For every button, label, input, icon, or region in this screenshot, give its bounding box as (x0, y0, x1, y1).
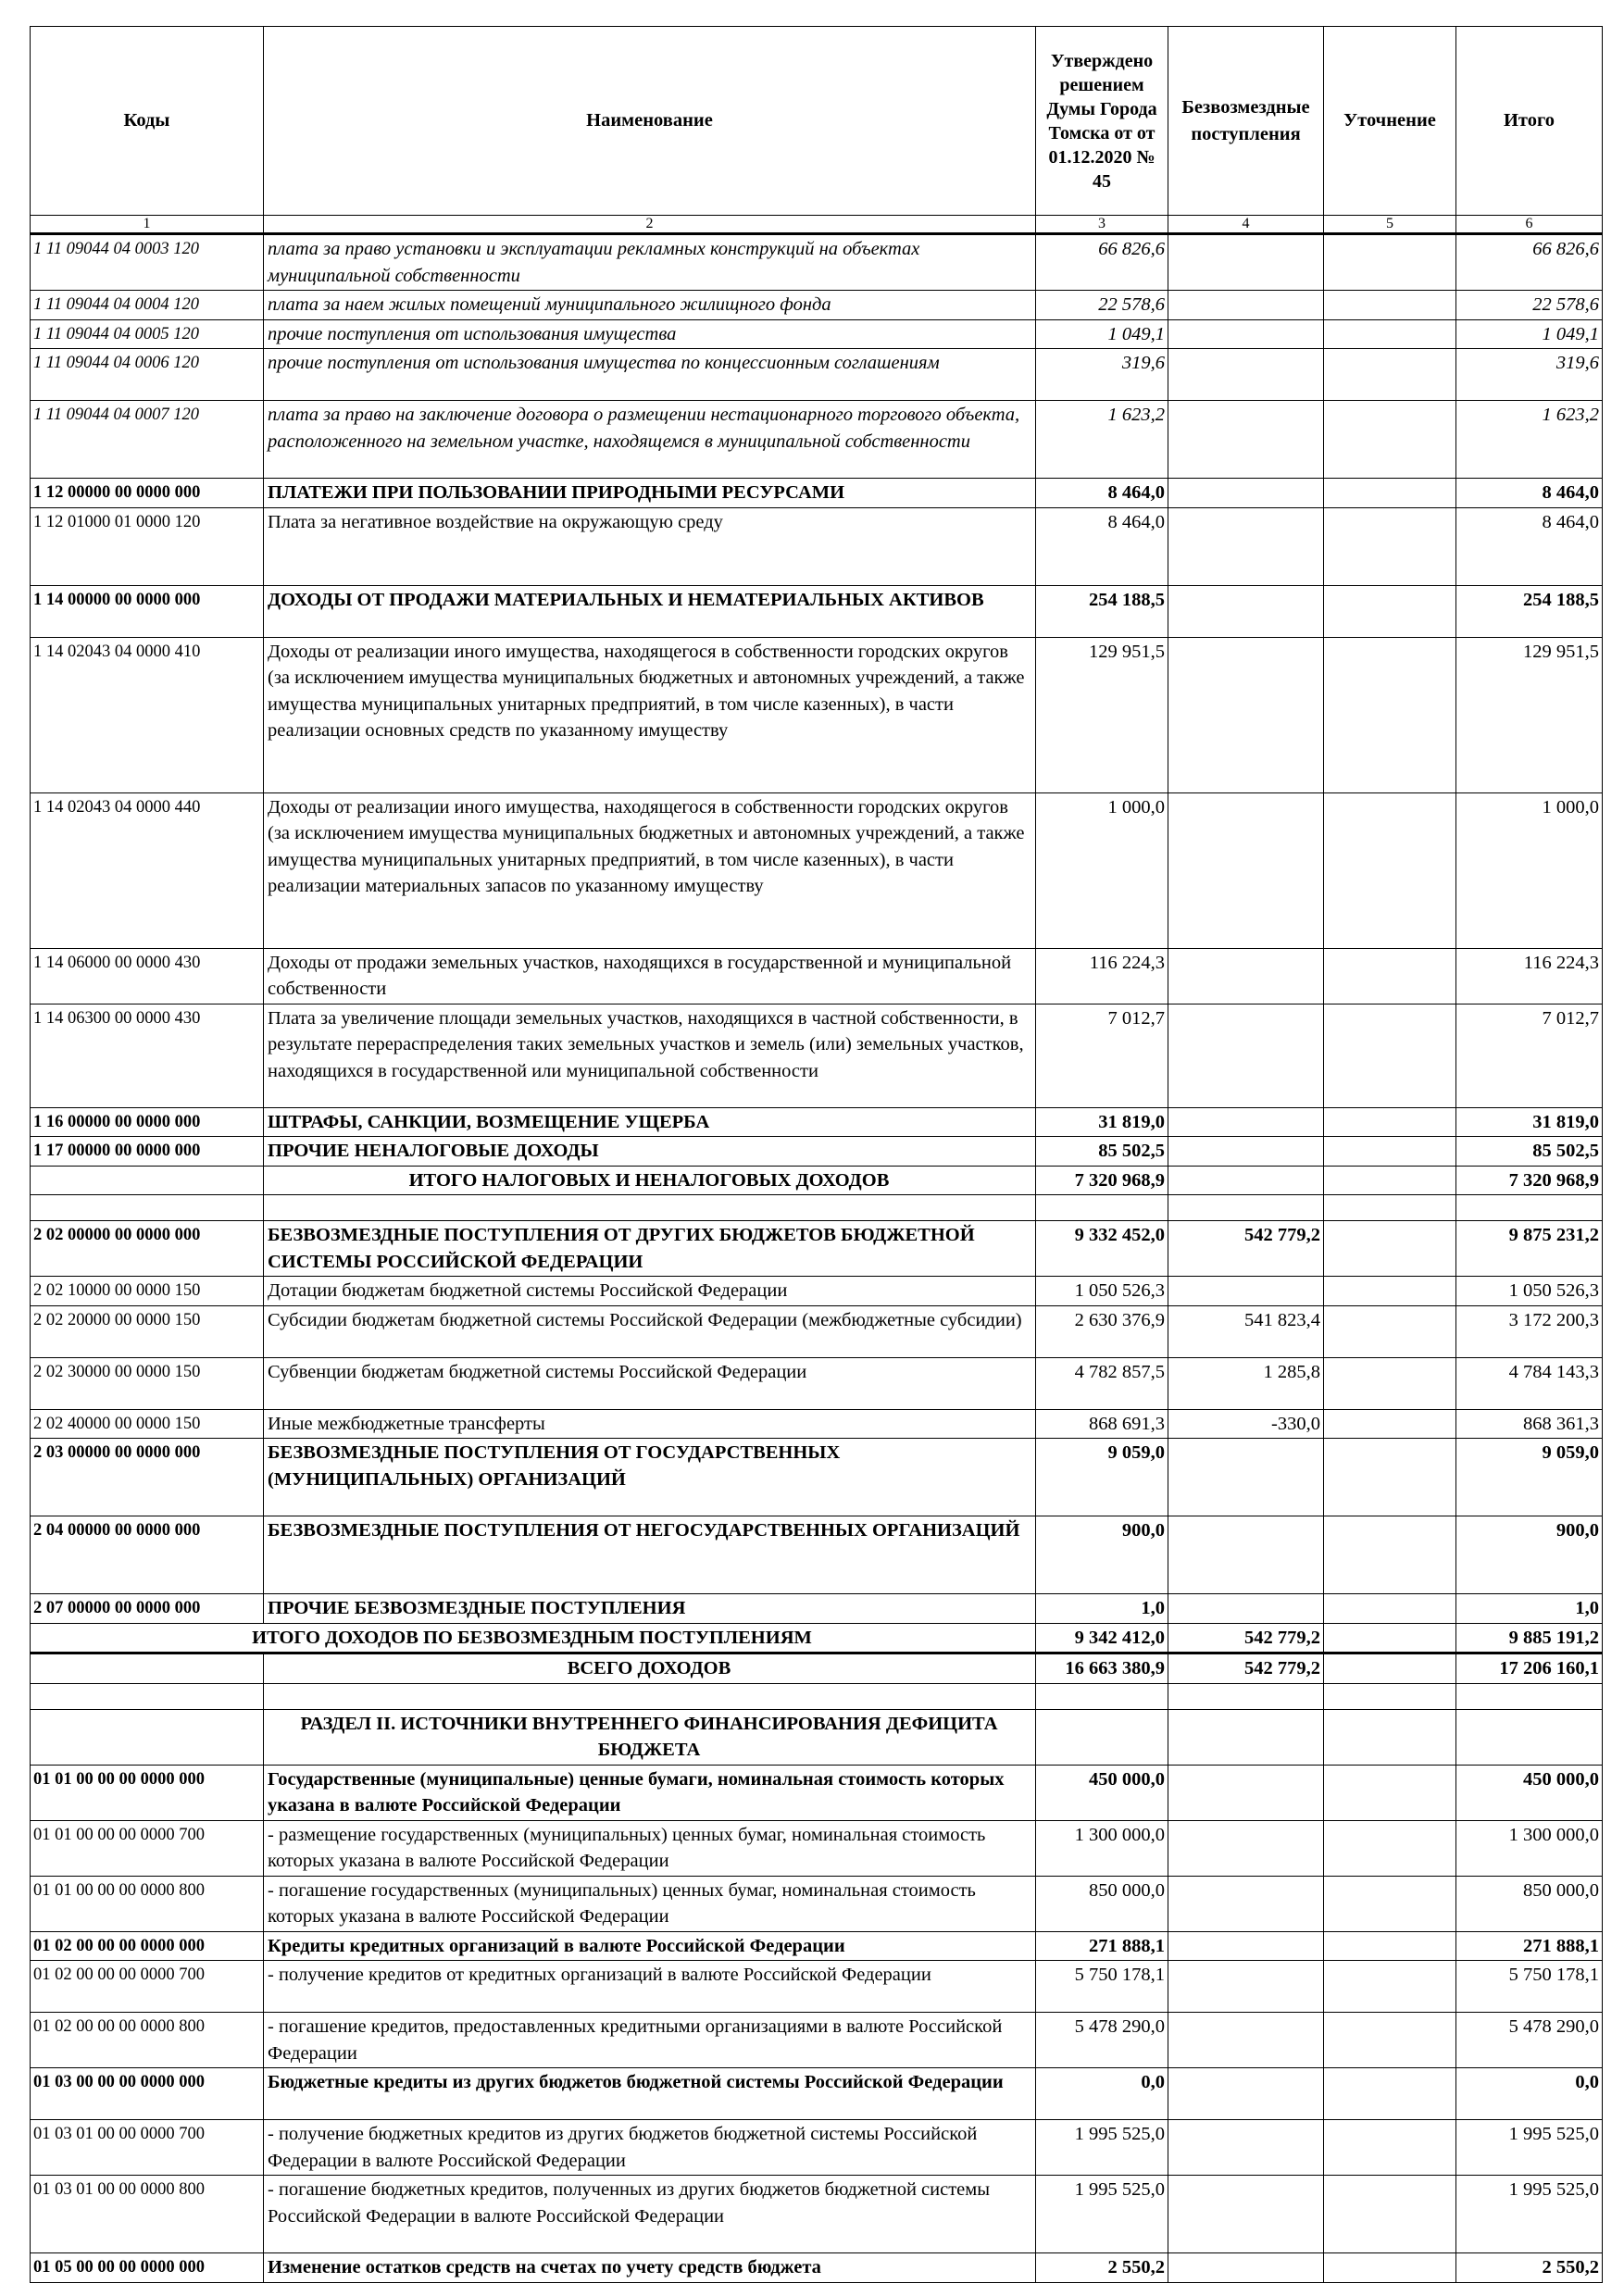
row-name: прочие поступления от использования имущества (264, 319, 1036, 349)
table-row (31, 585, 1603, 637)
row-name: Плата за увеличение площади земельных участков, находящихся в частной собственности, в результате перераспределения таких земельных участков и земель (или) земельных участков, находящихся в государственной или муниципальной собственности (264, 1004, 1036, 1107)
table-row (31, 1623, 1603, 1653)
row-name: Дотации бюджетам бюджетной системы Российской Федерации (264, 1277, 1036, 1306)
row-adjust (1324, 1357, 1456, 1409)
row-approved: 1 000,0 (1036, 792, 1168, 948)
table-row (31, 1709, 1603, 1765)
row-name: - получение бюджетных кредитов из других бюджетов бюджетной системы Российской Федерации в валюте Российской Федерации (264, 2120, 1036, 2176)
row-grants: 542 779,2 (1168, 1653, 1324, 1684)
row-name: РАЗДЕЛ II. ИСТОЧНИКИ ВНУТРЕННЕГО ФИНАНСИРОВАНИЯ ДЕФИЦИТА БЮДЖЕТА (264, 1709, 1036, 1765)
row-code: 2 02 20000 00 0000 150 (31, 1305, 264, 1357)
row-name: ПРОЧИЕ БЕЗВОЗМЕЗДНЫЕ ПОСТУПЛЕНИЯ (264, 1594, 1036, 1624)
row-adjust (1324, 234, 1456, 291)
row-name: - размещение государственных (муниципальных) ценных бумаг, номинальная стоимость которых указана в валюте Российской Федерации (264, 1820, 1036, 1876)
row-name: ИТОГО НАЛОГОВЫХ И НЕНАЛОГОВЫХ ДОХОДОВ (264, 1166, 1036, 1195)
row-name: Кредиты кредитных организаций в валюте Российской Федерации (264, 1931, 1036, 1961)
row-adjust (1324, 948, 1456, 1004)
row-grants: -330,0 (1168, 1409, 1324, 1439)
row-code: 01 03 00 00 00 0000 000 (31, 2068, 264, 2120)
row-approved: 900,0 (1036, 1516, 1168, 1594)
row-adjust (1324, 1931, 1456, 1961)
row-code: 1 14 02043 04 0000 440 (31, 792, 264, 948)
row-name: Иные межбюджетные трансферты (264, 1409, 1036, 1439)
row-approved: 0,0 (1036, 2068, 1168, 2120)
row-total: 9 885 191,2 (1456, 1623, 1603, 1653)
row-adjust (1324, 1820, 1456, 1876)
row-total: 8 464,0 (1456, 479, 1603, 508)
table-row (31, 1653, 1603, 1684)
row-grants (1168, 1166, 1324, 1195)
table-row (31, 234, 1603, 291)
header-codes: Коды (31, 27, 264, 216)
row-name: БЕЗВОЗМЕЗДНЫЕ ПОСТУПЛЕНИЯ ОТ ДРУГИХ БЮДЖЕТОВ БЮДЖЕТНОЙ СИСТЕМЫ РОССИЙСКОЙ ФЕДЕРАЦИИ (264, 1221, 1036, 1277)
table-row (31, 1137, 1603, 1167)
table-row (31, 1195, 1603, 1221)
row-adjust (1324, 1709, 1456, 1765)
row-name: - погашение государственных (муниципальных) ценных бумаг, номинальная стоимость которых указана в валюте Российской Федерации (264, 1876, 1036, 1931)
row-name (264, 1195, 1036, 1221)
row-name: ШТРАФЫ, САНКЦИИ, ВОЗМЕЩЕНИЕ УЩЕРБА (264, 1107, 1036, 1137)
row-name: плата за право установки и эксплуатации рекламных конструкций на объектах муниципальной собственности (264, 234, 1036, 291)
row-adjust (1324, 1195, 1456, 1221)
row-code: 1 14 00000 00 0000 000 (31, 585, 264, 637)
row-total: 1 049,1 (1456, 319, 1603, 349)
row-name: ПЛАТЕЖИ ПРИ ПОЛЬЗОВАНИИ ПРИРОДНЫМИ РЕСУРСАМИ (264, 479, 1036, 508)
row-adjust (1324, 349, 1456, 401)
row-approved: 1 300 000,0 (1036, 1820, 1168, 1876)
row-grants: 1 285,8 (1168, 1357, 1324, 1409)
row-grants (1168, 479, 1324, 508)
row-adjust (1324, 1305, 1456, 1357)
row-adjust (1324, 1166, 1456, 1195)
row-code: 2 02 30000 00 0000 150 (31, 1357, 264, 1409)
column-index: 5 (1324, 216, 1456, 234)
row-adjust (1324, 2176, 1456, 2253)
table-row (31, 401, 1603, 479)
column-index-row (31, 216, 1603, 234)
row-name: Государственные (муниципальные) ценные бумаги, номинальная стоимость которых указана в валюте Российской Федерации (264, 1765, 1036, 1820)
row-approved: 2 550,2 (1036, 2253, 1168, 2283)
table-row (31, 2176, 1603, 2253)
row-approved: 5 750 178,1 (1036, 1961, 1168, 2013)
row-total: 900,0 (1456, 1516, 1603, 1594)
row-approved: 450 000,0 (1036, 1765, 1168, 1820)
row-approved: 2 630 376,9 (1036, 1305, 1168, 1357)
row-approved: 1 050 526,3 (1036, 1277, 1168, 1306)
row-approved: 850 000,0 (1036, 1876, 1168, 1931)
row-approved: 116 224,3 (1036, 948, 1168, 1004)
row-grants (1168, 234, 1324, 291)
row-approved: 9 332 452,0 (1036, 1221, 1168, 1277)
row-adjust (1324, 1623, 1456, 1653)
row-code: 2 07 00000 00 0000 000 (31, 1594, 264, 1624)
row-adjust (1324, 1876, 1456, 1931)
row-total: 3 172 200,3 (1456, 1305, 1603, 1357)
row-total: 2 550,2 (1456, 2253, 1603, 2283)
row-approved: 1 623,2 (1036, 401, 1168, 479)
row-name: Бюджетные кредиты из других бюджетов бюджетной системы Российской Федерации (264, 2068, 1036, 2120)
table-row (31, 507, 1603, 585)
column-index: 3 (1036, 216, 1168, 234)
table-row (31, 319, 1603, 349)
table-row (31, 1277, 1603, 1306)
budget-table-sheet (30, 26, 1602, 2283)
row-adjust (1324, 1961, 1456, 2013)
row-total: 5 750 178,1 (1456, 1961, 1603, 2013)
row-name: БЕЗВОЗМЕЗДНЫЕ ПОСТУПЛЕНИЯ ОТ ГОСУДАРСТВЕННЫХ (МУНИЦИПАЛЬНЫХ) ОРГАНИЗАЦИЙ (264, 1439, 1036, 1516)
row-name: - погашение бюджетных кредитов, полученных из других бюджетов бюджетной системы Российской Федерации в валюте Российской Федерации (264, 2176, 1036, 2253)
row-adjust (1324, 2253, 1456, 2283)
row-approved: 868 691,3 (1036, 1409, 1168, 1439)
header-grants: Безвозмездные поступления (1168, 27, 1324, 216)
row-approved: 7 012,7 (1036, 1004, 1168, 1107)
table-row (31, 948, 1603, 1004)
row-grants (1168, 1137, 1324, 1167)
row-total: 4 784 143,3 (1456, 1357, 1603, 1409)
row-code: 1 11 09044 04 0007 120 (31, 401, 264, 479)
header-row (31, 27, 1603, 216)
row-name (264, 1683, 1036, 1709)
row-total: 7 320 968,9 (1456, 1166, 1603, 1195)
row-approved: 5 478 290,0 (1036, 2013, 1168, 2068)
row-grants (1168, 1765, 1324, 1820)
row-total: 1 300 000,0 (1456, 1820, 1603, 1876)
row-total: 7 012,7 (1456, 1004, 1603, 1107)
row-adjust (1324, 1107, 1456, 1137)
row-grants (1168, 1876, 1324, 1931)
table-row (31, 2068, 1603, 2120)
row-approved: 9 342 412,0 (1036, 1623, 1168, 1653)
column-index: 6 (1456, 216, 1603, 234)
row-adjust (1324, 792, 1456, 948)
row-adjust (1324, 2013, 1456, 2068)
row-total: 254 188,5 (1456, 585, 1603, 637)
table-row (31, 1357, 1603, 1409)
row-grants (1168, 637, 1324, 792)
row-total (1456, 1709, 1603, 1765)
row-grants (1168, 401, 1324, 479)
row-name: Субсидии бюджетам бюджетной системы Российской Федерации (межбюджетные субсидии) (264, 1305, 1036, 1357)
row-code: 1 11 09044 04 0004 120 (31, 291, 264, 320)
row-adjust (1324, 401, 1456, 479)
column-index: 4 (1168, 216, 1324, 234)
row-total: 1 995 525,0 (1456, 2120, 1603, 2176)
row-code: 2 02 00000 00 0000 000 (31, 1221, 264, 1277)
table-row (31, 1876, 1603, 1931)
row-total: 85 502,5 (1456, 1137, 1603, 1167)
row-name: Изменение остатков средств на счетах по учету средств бюджета (264, 2253, 1036, 2283)
row-code: 2 04 00000 00 0000 000 (31, 1516, 264, 1594)
row-total: 1,0 (1456, 1594, 1603, 1624)
table-row (31, 2253, 1603, 2283)
column-index: 2 (264, 216, 1036, 234)
row-grants (1168, 1195, 1324, 1221)
header-adjust: Уточнение (1324, 27, 1456, 216)
row-name: ПРОЧИЕ НЕНАЛОГОВЫЕ ДОХОДЫ (264, 1137, 1036, 1167)
row-adjust (1324, 1439, 1456, 1516)
row-adjust (1324, 1221, 1456, 1277)
row-name: Доходы от реализации иного имущества, находящегося в собственности городских округов (за исключением имущества муниципальных бюджетных и автономных учреждений, а также имущества муниципальных унитарных предприятий, в том числе казенных), в части реализации материальных запасов по указанному имуществу (264, 792, 1036, 948)
row-adjust (1324, 2068, 1456, 2120)
row-total (1456, 1683, 1603, 1709)
table-row (31, 1594, 1603, 1624)
row-approved: 1 049,1 (1036, 319, 1168, 349)
row-adjust (1324, 319, 1456, 349)
row-total: 868 361,3 (1456, 1409, 1603, 1439)
row-code: 1 16 00000 00 0000 000 (31, 1107, 264, 1137)
row-grants: 541 823,4 (1168, 1305, 1324, 1357)
row-code: 1 11 09044 04 0006 120 (31, 349, 264, 401)
header-total: Итого (1456, 27, 1603, 216)
row-approved: 1,0 (1036, 1594, 1168, 1624)
row-approved: 9 059,0 (1036, 1439, 1168, 1516)
row-code: 01 01 00 00 00 0000 000 (31, 1765, 264, 1820)
row-grants (1168, 1004, 1324, 1107)
row-total: 9 875 231,2 (1456, 1221, 1603, 1277)
budget-table (30, 26, 1603, 2283)
row-total: 1 995 525,0 (1456, 2176, 1603, 2253)
row-code: 1 14 02043 04 0000 410 (31, 637, 264, 792)
row-adjust (1324, 1653, 1456, 1684)
row-name: плата за наем жилых помещений муниципального жилищного фонда (264, 291, 1036, 320)
row-code: 1 12 00000 00 0000 000 (31, 479, 264, 508)
row-approved: 31 819,0 (1036, 1107, 1168, 1137)
row-grants (1168, 319, 1324, 349)
table-row (31, 1961, 1603, 2013)
row-code: 1 11 09044 04 0003 120 (31, 234, 264, 291)
row-grants (1168, 1961, 1324, 2013)
table-row (31, 1439, 1603, 1516)
row-grants (1168, 1709, 1324, 1765)
row-code (31, 1709, 264, 1765)
table-row (31, 1516, 1603, 1594)
row-approved: 22 578,6 (1036, 291, 1168, 320)
row-name: - получение кредитов от кредитных организаций в валюте Российской Федерации (264, 1961, 1036, 2013)
row-approved (1036, 1195, 1168, 1221)
row-adjust (1324, 507, 1456, 585)
column-index: 1 (31, 216, 264, 234)
row-total: 850 000,0 (1456, 1876, 1603, 1931)
row-code: 2 02 40000 00 0000 150 (31, 1409, 264, 1439)
row-approved: 66 826,6 (1036, 234, 1168, 291)
row-grants: 542 779,2 (1168, 1221, 1324, 1277)
row-adjust (1324, 1683, 1456, 1709)
row-adjust (1324, 1594, 1456, 1624)
table-row (31, 1931, 1603, 1961)
row-name: прочие поступления от использования имущества по концессионным соглашениям (264, 349, 1036, 401)
row-approved: 8 464,0 (1036, 507, 1168, 585)
row-code: 2 02 10000 00 0000 150 (31, 1277, 264, 1306)
row-name: Плата за негативное воздействие на окружающую среду (264, 507, 1036, 585)
row-code: 01 02 00 00 00 0000 800 (31, 2013, 264, 2068)
row-approved: 8 464,0 (1036, 479, 1168, 508)
row-code: 01 05 00 00 00 0000 000 (31, 2253, 264, 2283)
table-row (31, 291, 1603, 320)
row-adjust (1324, 1277, 1456, 1306)
row-grants (1168, 291, 1324, 320)
row-approved: 16 663 380,9 (1036, 1653, 1168, 1684)
row-code: 1 14 06000 00 0000 430 (31, 948, 264, 1004)
row-grants (1168, 792, 1324, 948)
table-row (31, 1765, 1603, 1820)
table-row (31, 2120, 1603, 2176)
row-total: 1 623,2 (1456, 401, 1603, 479)
row-total: 450 000,0 (1456, 1765, 1603, 1820)
row-code: 1 12 01000 01 0000 120 (31, 507, 264, 585)
table-row (31, 792, 1603, 948)
row-grants (1168, 1820, 1324, 1876)
row-adjust (1324, 291, 1456, 320)
row-grants (1168, 1931, 1324, 1961)
row-grants (1168, 1516, 1324, 1594)
table-row (31, 2013, 1603, 2068)
row-code: 01 02 00 00 00 0000 700 (31, 1961, 264, 2013)
table-body (31, 234, 1603, 2283)
row-total: 271 888,1 (1456, 1931, 1603, 1961)
row-adjust (1324, 1516, 1456, 1594)
row-total: 17 206 160,1 (1456, 1653, 1603, 1684)
row-approved: 319,6 (1036, 349, 1168, 401)
table-row (31, 1221, 1603, 1277)
row-total: 0,0 (1456, 2068, 1603, 2120)
row-grants (1168, 585, 1324, 637)
row-total: 66 826,6 (1456, 234, 1603, 291)
row-grants (1168, 1107, 1324, 1137)
row-name: плата за право на заключение договора о размещении нестационарного торгового объекта, расположенного на земельном участке, находящемся в муниципальной собственности (264, 401, 1036, 479)
header-name: Наименование (264, 27, 1036, 216)
table-row (31, 1683, 1603, 1709)
row-approved (1036, 1683, 1168, 1709)
row-name: Доходы от продажи земельных участков, находящихся в государственной и муниципальной собственности (264, 948, 1036, 1004)
row-name: ДОХОДЫ ОТ ПРОДАЖИ МАТЕРИАЛЬНЫХ И НЕМАТЕРИАЛЬНЫХ АКТИВОВ (264, 585, 1036, 637)
table-row (31, 349, 1603, 401)
row-grants (1168, 2176, 1324, 2253)
row-total: 116 224,3 (1456, 948, 1603, 1004)
row-code (31, 1683, 264, 1709)
row-code (31, 1195, 264, 1221)
row-grants (1168, 948, 1324, 1004)
row-approved: 85 502,5 (1036, 1137, 1168, 1167)
row-total (1456, 1195, 1603, 1221)
row-grants (1168, 1683, 1324, 1709)
row-adjust (1324, 637, 1456, 792)
row-total: 5 478 290,0 (1456, 2013, 1603, 2068)
row-approved (1036, 1709, 1168, 1765)
table-row (31, 1107, 1603, 1137)
row-grants (1168, 1277, 1324, 1306)
row-grants (1168, 1594, 1324, 1624)
row-adjust (1324, 1765, 1456, 1820)
row-adjust (1324, 2120, 1456, 2176)
row-total: 8 464,0 (1456, 507, 1603, 585)
row-approved: 271 888,1 (1036, 1931, 1168, 1961)
row-approved: 129 951,5 (1036, 637, 1168, 792)
row-grants (1168, 2068, 1324, 2120)
row-adjust (1324, 479, 1456, 508)
row-code: 2 03 00000 00 0000 000 (31, 1439, 264, 1516)
row-approved: 7 320 968,9 (1036, 1166, 1168, 1195)
row-adjust (1324, 1409, 1456, 1439)
row-grants (1168, 507, 1324, 585)
row-grants (1168, 2253, 1324, 2283)
table-row (31, 1166, 1603, 1195)
row-adjust (1324, 1137, 1456, 1167)
row-grants: 542 779,2 (1168, 1623, 1324, 1653)
row-approved: 254 188,5 (1036, 585, 1168, 637)
row-adjust (1324, 585, 1456, 637)
row-name: - погашение кредитов, предоставленных кредитными организациями в валюте Российской Федерации (264, 2013, 1036, 2068)
row-total: 31 819,0 (1456, 1107, 1603, 1137)
row-total-label: ИТОГО ДОХОДОВ ПО БЕЗВОЗМЕЗДНЫМ ПОСТУПЛЕНИЯМ (31, 1623, 1036, 1653)
row-approved: 4 782 857,5 (1036, 1357, 1168, 1409)
table-row (31, 637, 1603, 792)
row-code: 1 14 06300 00 0000 430 (31, 1004, 264, 1107)
row-code: 01 01 00 00 00 0000 700 (31, 1820, 264, 1876)
table-row (31, 1004, 1603, 1107)
row-code (31, 1166, 264, 1195)
table-row (31, 1305, 1603, 1357)
row-grants (1168, 2120, 1324, 2176)
row-approved: 1 995 525,0 (1036, 2120, 1168, 2176)
row-total: 22 578,6 (1456, 291, 1603, 320)
row-adjust (1324, 1004, 1456, 1107)
row-code (31, 1653, 264, 1684)
row-total: 129 951,5 (1456, 637, 1603, 792)
row-name: ВСЕГО ДОХОДОВ (264, 1653, 1036, 1684)
row-grants (1168, 1439, 1324, 1516)
row-code: 01 03 01 00 00 0000 800 (31, 2176, 264, 2253)
row-grants (1168, 2013, 1324, 2068)
row-name: Субвенции бюджетам бюджетной системы Российской Федерации (264, 1357, 1036, 1409)
row-total: 9 059,0 (1456, 1439, 1603, 1516)
row-code: 1 17 00000 00 0000 000 (31, 1137, 264, 1167)
row-grants (1168, 349, 1324, 401)
row-name: БЕЗВОЗМЕЗДНЫЕ ПОСТУПЛЕНИЯ ОТ НЕГОСУДАРСТВЕННЫХ ОРГАНИЗАЦИЙ (264, 1516, 1036, 1594)
row-code: 01 03 01 00 00 0000 700 (31, 2120, 264, 2176)
row-code: 01 01 00 00 00 0000 800 (31, 1876, 264, 1931)
row-total: 319,6 (1456, 349, 1603, 401)
header-approved: Утверждено решением Думы Города Томска от от 01.12.2020 № 45 (1036, 27, 1168, 216)
row-approved: 1 995 525,0 (1036, 2176, 1168, 2253)
row-code: 1 11 09044 04 0005 120 (31, 319, 264, 349)
table-row (31, 479, 1603, 508)
row-total: 1 000,0 (1456, 792, 1603, 948)
row-name: Доходы от реализации иного имущества, находящегося в собственности городских округов (за исключением имущества муниципальных бюджетных и автономных учреждений, а также имущества муниципальных унитарных предприятий, в том числе казенных), в части реализации основных средств по указанному имуществу (264, 637, 1036, 792)
row-total: 1 050 526,3 (1456, 1277, 1603, 1306)
table-row (31, 1820, 1603, 1876)
row-code: 01 02 00 00 00 0000 000 (31, 1931, 264, 1961)
table-row (31, 1409, 1603, 1439)
